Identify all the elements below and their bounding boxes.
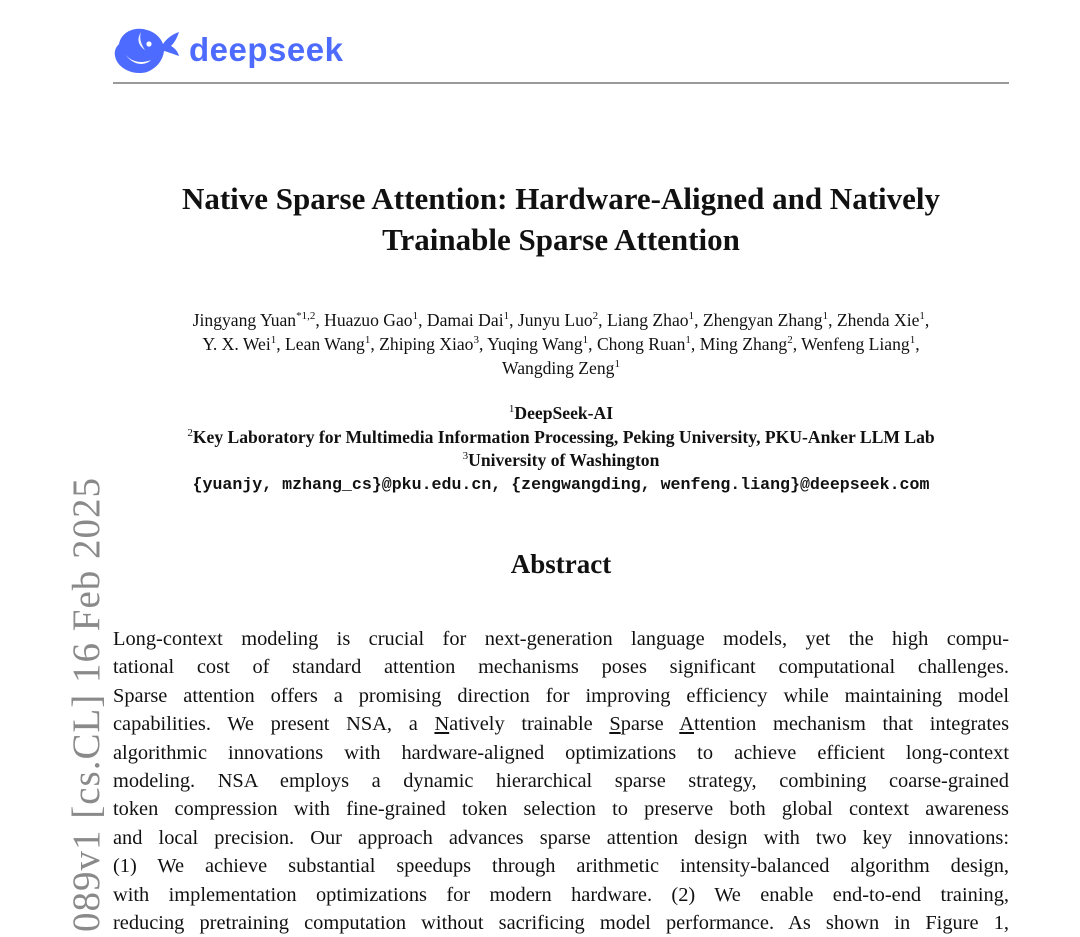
affiliation-block: [100, 402, 1022, 496]
author-name: Wangding Zeng: [502, 358, 615, 378]
affiliation: [100, 449, 1022, 473]
author-affil-mark: 2: [787, 334, 793, 347]
abstract-line-with-acronym: capabilities. We present NSA, a Natively trainable Sparse Attention mechanism that integrates: [113, 713, 1010, 736]
author-name: Lean Wang: [285, 334, 365, 354]
author-affil-mark: 3: [473, 334, 479, 347]
abstract-line: modeling. NSA employs a dynamic hierarchical sparse strategy, combining coarse-grained: [113, 769, 1009, 792]
whale-icon: [111, 24, 183, 76]
arxiv-stamp: 089v1 [cs.CL] 16 Feb 2025: [65, 476, 108, 932]
author-name: Zhenda Xie: [836, 310, 920, 330]
deepseek-logo: [111, 24, 343, 76]
affiliation-mark: 2: [187, 426, 193, 439]
author-name: Y. X. Wei: [202, 334, 271, 354]
author-separator: ,: [598, 310, 607, 330]
abstract-line: tational cost of standard attention mechanisms poses significant computational challenges.: [113, 656, 1009, 679]
title-line: Native Sparse Attention: Hardware-Aligned and Natively: [181, 181, 941, 216]
affiliation: [100, 402, 1022, 426]
author-name: Zhengyan Zhang: [702, 310, 823, 330]
abstract-line: Long-context modeling is crucial for next-generation language models, yet the high compu-: [113, 628, 1009, 650]
author-separator: ,: [478, 334, 488, 354]
author-name: Ming Zhang: [699, 334, 788, 354]
affiliation-mark: 3: [462, 450, 469, 463]
author-affil-mark: 1: [582, 334, 589, 347]
affiliation-name: DeepSeek-AI: [514, 403, 614, 423]
author-line: [100, 356, 1022, 380]
abstract-line: and local precision. Our approach advances sparse attention design with two key innovations:: [113, 826, 1009, 849]
author-separator: ,: [315, 310, 325, 330]
affiliation-name: University of Washington: [468, 450, 660, 470]
abstract-heading: Abstract: [510, 549, 612, 579]
author-affil-mark: 1: [614, 358, 620, 371]
author-affil-mark: *1,2: [296, 310, 316, 323]
abstract-line: (1) We achieve substantial speedups through arithmetic intensity-balanced algorithm design,: [113, 855, 1009, 878]
author-separator: ,: [792, 334, 802, 354]
author-name: Huazuo Gao: [324, 310, 413, 330]
author-affil-mark: 1: [909, 334, 916, 347]
author-separator: ,: [690, 334, 700, 354]
author-name: Liang Zhao: [606, 310, 689, 330]
author-affil-mark: 2: [592, 310, 599, 323]
author-line: [100, 332, 1022, 356]
author-name: Chong Ruan: [596, 334, 686, 354]
author-affil-mark: 1: [685, 334, 691, 347]
author-name: Zhiping Xiao: [379, 334, 474, 354]
author-affil-mark: 1: [688, 310, 695, 323]
author-separator: ,: [276, 334, 286, 354]
author-separator: ,: [418, 310, 427, 330]
author-separator: ,: [694, 310, 703, 330]
author-name: Junyu Luo: [517, 310, 593, 330]
title-line: Trainable Sparse Attention: [382, 222, 740, 257]
author-affil-mark: 1: [919, 310, 925, 323]
author-separator: ,: [915, 334, 920, 354]
author-affil-mark: 1: [822, 310, 829, 323]
contact-emails: {yuanjy, mzhang_cs}@pku.edu.cn, {zengwangding, wenfeng.liang}@deepseek.com: [192, 474, 930, 494]
author-line: [100, 308, 1022, 332]
author-name: Damai Dai: [426, 310, 504, 330]
author-affil-mark: 1: [503, 310, 510, 323]
author-separator: ,: [588, 334, 597, 354]
author-affil-mark: 1: [412, 310, 419, 323]
author-separator: ,: [828, 310, 837, 330]
header-divider: [113, 82, 1009, 84]
author-list: [100, 308, 1022, 380]
abstract-line: with implementation optimizations for modern hardware. (2) We enable end-to-end training,: [113, 883, 1009, 906]
author-separator: ,: [370, 334, 380, 354]
brand-name: deepseek: [189, 31, 344, 68]
abstract-line: algorithmic innovations with hardware-aligned optimizations to achieve efficient long-context: [113, 741, 1009, 764]
author-name: Jingyang Yuan: [192, 310, 297, 330]
affiliation-mark: 1: [508, 403, 515, 416]
author-name: Wenfeng Liang: [801, 334, 910, 354]
abstract-text: [113, 625, 1009, 937]
affiliation-name: Key Laboratory for Multimedia Information Processing, Peking University, PKU-Anker LLM Lab: [192, 426, 935, 447]
abstract-line: token compression with fine-grained token selection to preserve both global context awareness: [113, 798, 1009, 821]
abstract-line: Sparse attention offers a promising direction for improving efficiency while maintaining model: [113, 684, 1009, 707]
author-separator: ,: [924, 310, 930, 330]
affiliation: [100, 426, 1022, 450]
author-name: Yuqing Wang: [487, 334, 583, 354]
author-affil-mark: 1: [270, 334, 277, 347]
abstract-line: reducing pretraining computation without sacrificing model performance. As shown in Figure 1,: [113, 911, 1009, 934]
paper-title: [113, 178, 1009, 260]
author-affil-mark: 1: [364, 334, 371, 347]
author-separator: ,: [509, 310, 518, 330]
